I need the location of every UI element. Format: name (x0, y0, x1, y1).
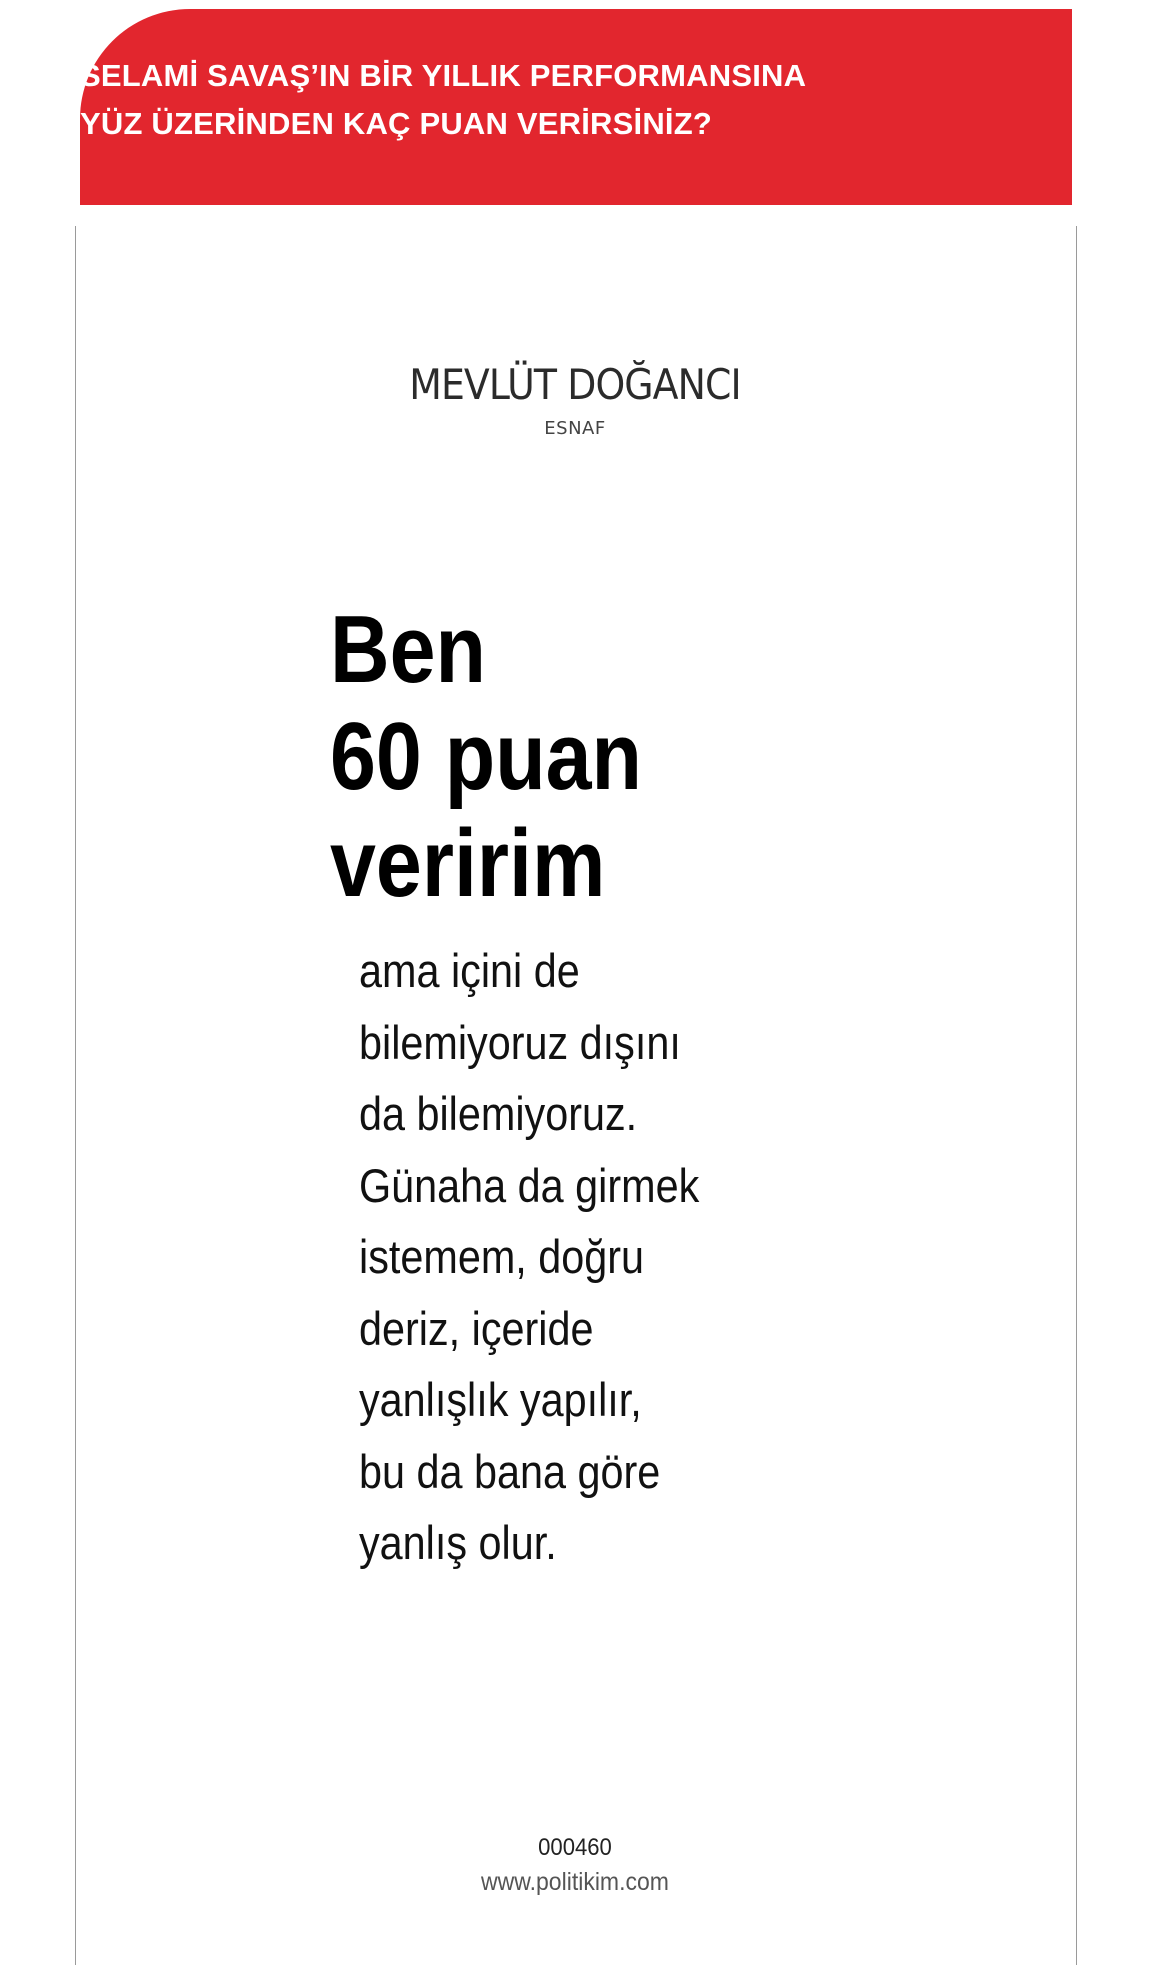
footer-code: 000460 (538, 1834, 612, 1861)
respondent-role: ESNAF (544, 418, 606, 439)
survey-question-line-1: SELAMİ SAVAŞ’IN BİR YILLIK PERFORMANSINA (80, 58, 807, 93)
quote-line: ama içini de (359, 944, 580, 997)
frame-left-border (75, 226, 76, 1965)
quote-line: Günaha da girmek (359, 1158, 700, 1212)
survey-question (80, 52, 970, 148)
headline-line-3: veririm (330, 810, 606, 917)
quote-line: deriz, içeride (359, 1301, 594, 1355)
quote-line: yanlışlık yapılır, (359, 1373, 642, 1426)
headline-answer (330, 596, 642, 917)
survey-question-line-2: YÜZ ÜZERİNDEN KAÇ PUAN VERİRSİNİZ? (80, 106, 712, 141)
headline-line-2: 60 puan (330, 703, 642, 810)
quote-line: bu da bana göre (359, 1444, 661, 1498)
footer-url: www.politikim.com (481, 1868, 669, 1896)
quote-line: bilemiyoruz dışını (359, 1015, 681, 1069)
frame-right-border (1076, 226, 1077, 1965)
quote-line: istemem, doğru (359, 1230, 645, 1283)
headline-line-1: Ben (330, 596, 486, 703)
respondent-name: MEVLÜT DOĞANCI (409, 360, 741, 409)
quote-line: yanlış olur. (359, 1516, 557, 1569)
quote-text (359, 935, 699, 1579)
quote-line: da bilemiyoruz. (359, 1087, 638, 1140)
